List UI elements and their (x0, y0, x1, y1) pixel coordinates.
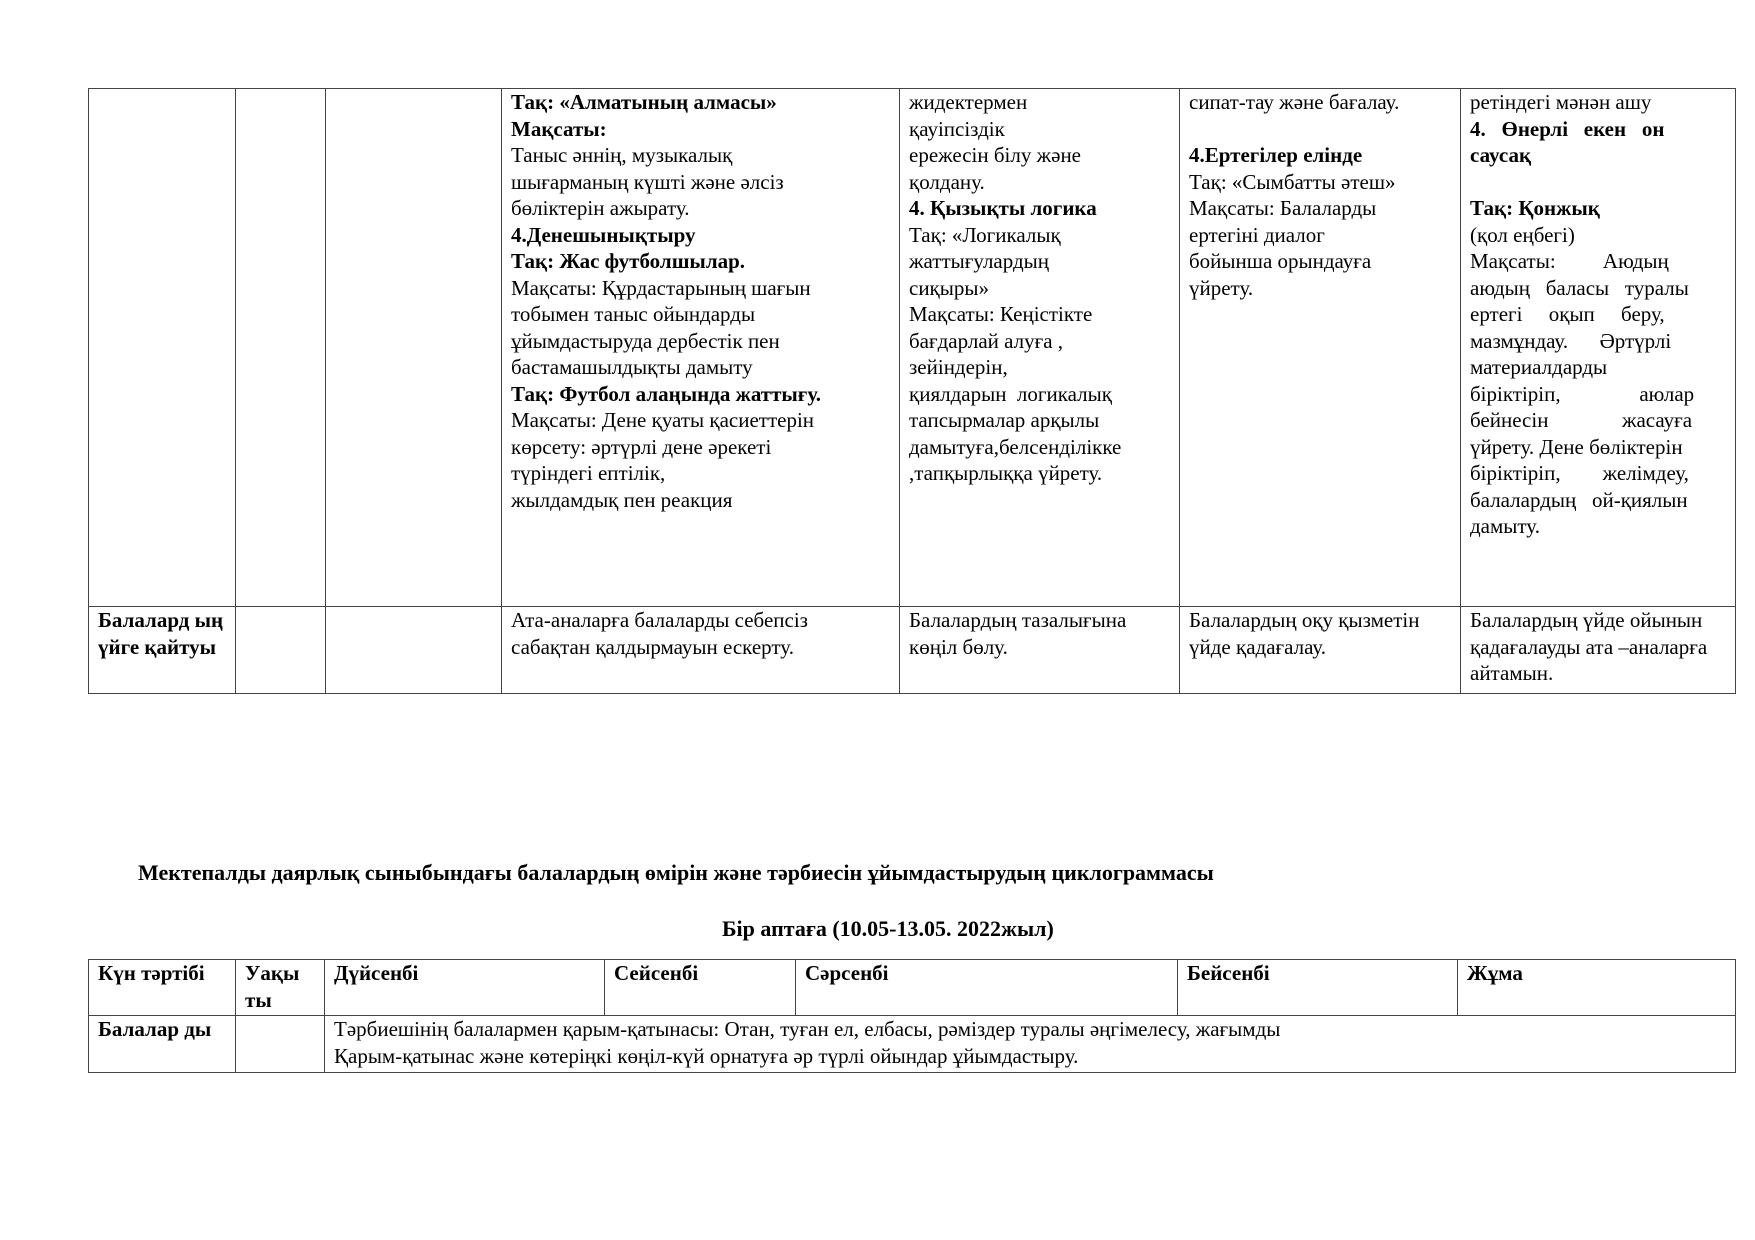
header-monday: Дүйсенбі (325, 960, 605, 1016)
page-title: Мектепалды даярлық сыныбындағы балалардың өмірін және тәрбиесін ұйымдастырудың циклограммасы (138, 860, 1214, 885)
thursday-line: саусақ (1470, 143, 1532, 167)
tuesday-line: сиқыры» (909, 275, 989, 300)
header-row (89, 960, 1736, 1016)
regime-cell (89, 89, 236, 607)
reception-content (325, 1016, 1736, 1073)
wednesday-activities-cell (1180, 89, 1461, 607)
tuesday-line: жаттығулардың (909, 249, 1049, 273)
tuesday-activities-cell (900, 89, 1180, 607)
tuesday-line: ,тапқырлыққа үйрету. (909, 461, 1103, 485)
monday-line: жылдамдық пен реакция (511, 487, 733, 512)
thursday-line: Мақсаты: Аюдың (1470, 249, 1669, 273)
monday-line: бөліктерін ажырату. (511, 196, 690, 220)
thursday-line: үйрету. Дене бөліктерін (1470, 434, 1683, 459)
header-regime: Күн тәртібі (89, 960, 236, 1016)
going-home-empty (326, 607, 502, 694)
monday-activities-cell (502, 89, 900, 607)
going-home-monday: Ата-аналарға балаларды себепсіз сабақтан қалдырмауын ескерту. (502, 607, 900, 694)
wednesday-line (1189, 116, 1451, 143)
tuesday-line: қиялдарын логикалық (909, 381, 1112, 406)
monday-line: Тақ: Футбол алаңында жаттығу. (511, 381, 821, 406)
week-subtitle: Бір аптаға (10.05-13.05. 2022жыл) (722, 916, 1054, 941)
thursday-line: ретіндегі мәнән ашу (1470, 90, 1652, 114)
monday-line: ұйымдастыруда дербестік пен (511, 328, 780, 353)
going-home-row (89, 607, 1736, 694)
wednesday-line: сипат-тау және бағалау. (1189, 90, 1400, 114)
tuesday-line: зейіндерін, (909, 355, 1008, 379)
thursday-line: біріктіріп, желімдеу, (1470, 461, 1689, 485)
wednesday-line: Мақсаты: Балаларды (1189, 196, 1377, 220)
activities-row (89, 89, 1736, 607)
tuesday-line: жидектермен (909, 90, 1028, 114)
monday-line: тобымен таныс ойындарды (511, 302, 756, 326)
tuesday-line: тапсырмалар арқылы (909, 408, 1100, 432)
tuesday-line: дамытуға,белсенділікке (909, 434, 1122, 459)
thursday-line (1470, 169, 1726, 196)
monday-line: шығарманың күшті және әлсіз (511, 169, 784, 194)
monday-activities (511, 89, 890, 513)
empty-cell (326, 89, 502, 607)
going-home-wednesday: Балалардың оқу қызметін үйде қадағалау. (1180, 607, 1461, 694)
thursday-line: біріктіріп, аюлар (1470, 381, 1695, 406)
header-time: Уақы ты (236, 960, 325, 1016)
schedule-table-continuation (88, 88, 1736, 694)
header-friday: Жұма (1458, 960, 1736, 1016)
thursday-line: Тақ: Қонжық (1470, 196, 1600, 220)
reception-content-line-2: Қарым-қатынас және көтеріңкі көңіл-күй орнатуға әр түрлі ойындар ұйымдастыру. (334, 1043, 1079, 1068)
monday-line: Мақсаты: Дене қуаты қасиеттерін (511, 408, 815, 432)
monday-line: көрсету: әртүрлі дене әрекеті (511, 434, 772, 459)
tuesday-line: қауіпсіздік (909, 116, 1005, 141)
reception-label: Балалар ды (89, 1016, 236, 1073)
going-home-tuesday: Балалардың тазалығына көңіл бөлу. (900, 607, 1180, 694)
monday-line: Тақ: «Алматының алмасы» (511, 90, 777, 114)
going-home-time (236, 607, 326, 694)
weekly-schedule-table (88, 959, 1736, 1073)
header-tuesday: Сейсенбі (605, 960, 796, 1016)
wednesday-line: бойынша орындауға (1189, 249, 1372, 273)
monday-line: түріндегі ептілік, (511, 461, 666, 485)
thursday-line: материалдарды (1470, 355, 1608, 379)
reception-time (236, 1016, 325, 1073)
time-cell (236, 89, 326, 607)
thursday-line: мазмұндау. Әртүрлі (1470, 328, 1672, 353)
header-thursday: Бейсенбі (1178, 960, 1458, 1016)
monday-line: Тақ: Жас футболшылар. (511, 249, 746, 273)
thursday-line: бейнесін жасауға (1470, 408, 1693, 432)
tuesday-line: Тақ: «Логикалық (909, 222, 1061, 247)
wednesday-line: үйрету. (1189, 275, 1254, 300)
tuesday-line: Мақсаты: Кеңістікте (909, 302, 1093, 326)
going-home-label: Балалард ың үйге қайтуы (89, 607, 236, 694)
reception-content-line-1: Тәрбиешінің балалармен қарым-қатынасы: Отан, туған ел, елбасы, рәміздер туралы әңгімелесу, жағымды (334, 1017, 1281, 1041)
monday-line: Таныс әннің, музыкалық (511, 143, 733, 167)
monday-line: бастамашылдықты дамыту (511, 355, 753, 379)
thursday-line: ертегі оқып беру, (1470, 302, 1665, 326)
thursday-line: (қол еңбегі) (1470, 222, 1575, 247)
reception-row (89, 1016, 1736, 1073)
thursday-line: аюдың баласы туралы (1470, 275, 1689, 300)
tuesday-line: бағдарлай алуға , (909, 328, 1064, 353)
thursday-activities-cell (1461, 89, 1736, 607)
wednesday-line: ертегіні диалог (1189, 222, 1325, 247)
tuesday-line: ережесін білу және (909, 143, 1081, 167)
going-home-thursday: Балалардың үйде ойынын қадағалауды ата –аналарға айтамын. (1461, 607, 1736, 694)
tuesday-line: қолдану. (909, 169, 985, 194)
tuesday-line: 4. Қызықты логика (909, 196, 1097, 220)
thursday-line: 4. Өнерлі екен он (1470, 116, 1665, 141)
monday-line: Мақсаты: (511, 116, 607, 141)
thursday-line: дамыту. (1470, 514, 1540, 538)
wednesday-activities (1189, 89, 1451, 301)
monday-line: 4.Денешынықтыру (511, 222, 696, 247)
monday-line: Мақсаты: Құрдастарының шағын (511, 275, 811, 300)
wednesday-line: Тақ: «Сымбатты әтеш» (1189, 169, 1396, 194)
thursday-line: балалардың ой-қиялын (1470, 487, 1688, 512)
thursday-activities (1470, 89, 1726, 540)
tuesday-activities (909, 89, 1170, 487)
wednesday-line: 4.Ертегілер елінде (1189, 143, 1363, 167)
header-wednesday: Сәрсенбі (796, 960, 1178, 1016)
